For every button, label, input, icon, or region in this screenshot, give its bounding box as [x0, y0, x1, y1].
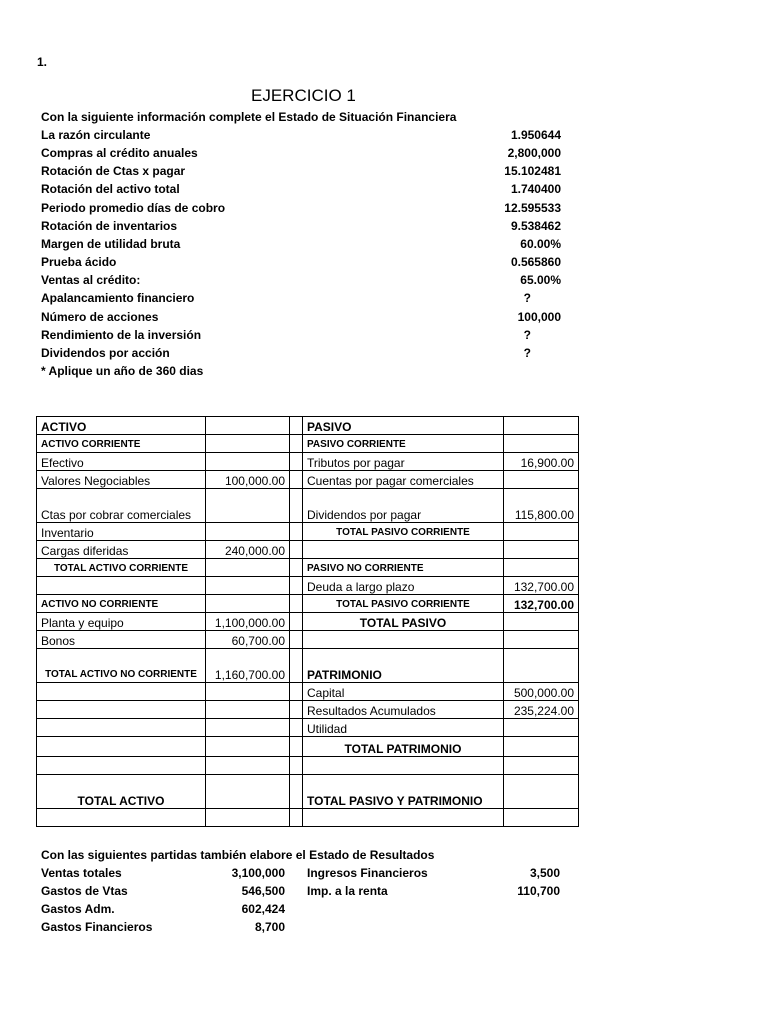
liability-value — [504, 523, 579, 541]
income-label: Ventas totales — [41, 866, 122, 880]
spacer-cell — [290, 683, 303, 701]
table-row — [37, 435, 579, 453]
table-row — [37, 595, 579, 613]
ratio-row — [41, 146, 561, 164]
income-label: Imp. a la renta — [307, 884, 388, 898]
ratio-label: Ventas al crédito: — [41, 273, 141, 287]
income-label: Gastos de Vtas — [41, 884, 128, 898]
income-item — [41, 902, 285, 920]
asset-value — [206, 577, 290, 595]
ratio-value: ? — [523, 291, 531, 305]
ratio-value: 65.00% — [520, 273, 561, 287]
table-row — [37, 453, 579, 471]
ratio-label: Rendimiento de la inversión — [41, 328, 202, 342]
asset-label — [37, 683, 206, 701]
table-row — [37, 417, 579, 435]
asset-value — [206, 701, 290, 719]
ratio-label: Periodo promedio días de cobro — [41, 201, 226, 215]
asset-label: Bonos — [37, 631, 206, 649]
asset-value — [206, 489, 290, 523]
liability-value — [504, 649, 579, 683]
page-title: EJERCICIO 1 — [251, 86, 356, 105]
asset-value — [206, 523, 290, 541]
asset-value — [206, 775, 290, 809]
income-value: 3,100,000 — [231, 866, 285, 880]
table-row — [37, 471, 579, 489]
table-row — [37, 701, 579, 719]
asset-label — [37, 719, 206, 737]
asset-label: ACTIVO CORRIENTE — [37, 435, 206, 453]
income-label: Gastos Adm. — [41, 902, 115, 916]
asset-value: 100,000.00 — [206, 471, 290, 489]
income-value: 546,500 — [241, 884, 285, 898]
table-row — [37, 737, 579, 757]
liability-value — [504, 757, 579, 775]
liability-label: Capital — [303, 683, 504, 701]
page-number: 1. — [37, 55, 48, 69]
spacer-cell — [290, 737, 303, 757]
income-item — [41, 884, 285, 902]
income-item — [41, 866, 285, 884]
liability-label — [303, 541, 504, 559]
income-label: Gastos Financieros — [41, 920, 153, 934]
intro-text: Con la siguiente información complete el Estado de Situación Financiera — [41, 110, 457, 124]
ratio-label: Rotación de Ctas x pagar — [41, 164, 186, 178]
asset-value — [206, 757, 290, 775]
balance-sheet-table — [36, 416, 579, 827]
asset-label — [37, 809, 206, 827]
spacer-cell — [290, 471, 303, 489]
liability-value — [504, 631, 579, 649]
ratio-value: ? — [523, 328, 531, 342]
liability-value — [504, 435, 579, 453]
ratio-row — [41, 201, 561, 219]
table-row — [37, 613, 579, 631]
spacer-cell — [290, 757, 303, 775]
asset-value: 1,100,000.00 — [206, 613, 290, 631]
ratio-label: Compras al crédito anuales — [41, 146, 198, 160]
spacer-cell — [290, 809, 303, 827]
asset-value: 60,700.00 — [206, 631, 290, 649]
liability-label: TOTAL PASIVO CORRIENTE — [303, 523, 504, 541]
ratio-row — [41, 310, 561, 328]
asset-value — [206, 453, 290, 471]
asset-label: ACTIVO — [37, 417, 206, 435]
ratio-label: Rotación del activo total — [41, 182, 180, 196]
ratio-label: Número de acciones — [41, 310, 159, 324]
asset-label — [37, 757, 206, 775]
income-label: Ingresos Financieros — [307, 866, 428, 880]
spacer-cell — [290, 489, 303, 523]
asset-label: Inventario — [37, 523, 206, 541]
ratio-value: ? — [523, 346, 531, 360]
spacer-cell — [290, 577, 303, 595]
liability-label — [303, 757, 504, 775]
ratio-row — [41, 328, 561, 346]
ratio-row — [41, 255, 561, 273]
liability-value: 115,800.00 — [504, 489, 579, 523]
table-row — [37, 775, 579, 809]
ratio-row — [41, 219, 561, 237]
ratio-row — [41, 237, 561, 255]
asset-value — [206, 737, 290, 757]
liability-value — [504, 719, 579, 737]
table-row — [37, 631, 579, 649]
liability-label: TOTAL PASIVO — [303, 613, 504, 631]
spacer-cell — [290, 541, 303, 559]
liability-label: TOTAL PASIVO Y PATRIMONIO — [303, 775, 504, 809]
liability-label: Dividendos por pagar — [303, 489, 504, 523]
ratio-label: Margen de utilidad bruta — [41, 237, 181, 251]
asset-label — [37, 737, 206, 757]
spacer-cell — [290, 523, 303, 541]
ratio-value: 2,800,000 — [507, 146, 561, 160]
spacer-cell — [290, 417, 303, 435]
table-row — [37, 523, 579, 541]
liability-value — [504, 775, 579, 809]
asset-label: TOTAL ACTIVO — [37, 775, 206, 809]
income-item — [41, 920, 285, 938]
ratio-row — [41, 128, 561, 146]
liability-value: 16,900.00 — [504, 453, 579, 471]
income-item — [307, 866, 560, 884]
liability-label: Resultados Acumulados — [303, 701, 504, 719]
ratio-row — [41, 164, 561, 182]
income-item — [307, 884, 560, 902]
liability-label: PATRIMONIO — [303, 649, 504, 683]
liability-value — [504, 417, 579, 435]
liability-label: PASIVO — [303, 417, 504, 435]
asset-value — [206, 719, 290, 737]
spacer-cell — [290, 631, 303, 649]
spacer-cell — [290, 559, 303, 577]
asset-label: Ctas por cobrar comerciales — [37, 489, 206, 523]
spacer-cell — [290, 435, 303, 453]
ratio-value: 60.00% — [520, 237, 561, 251]
income-value: 8,700 — [254, 920, 285, 934]
asset-value: 1,160,700.00 — [206, 649, 290, 683]
income-value: 110,700 — [517, 884, 560, 898]
ratio-row — [41, 346, 561, 364]
ratio-label: La razón circulante — [41, 128, 151, 142]
ratio-value: 100,000 — [517, 310, 561, 324]
ratio-value: 0.565860 — [510, 255, 561, 269]
liability-value — [504, 737, 579, 757]
liability-value — [504, 471, 579, 489]
asset-label: ACTIVO NO CORRIENTE — [37, 595, 206, 613]
liability-label: TOTAL PATRIMONIO — [303, 737, 504, 757]
asset-label — [37, 577, 206, 595]
income-value: 3,500 — [529, 866, 560, 880]
ratio-value: 9.538462 — [510, 219, 561, 233]
spacer-cell — [290, 775, 303, 809]
spacer-cell — [290, 453, 303, 471]
liability-value — [504, 809, 579, 827]
income-statement-title: Con las siguientes partidas también elabore el Estado de Resultados — [41, 848, 435, 862]
asset-value: 240,000.00 — [206, 541, 290, 559]
ratio-value: 15.102481 — [504, 164, 561, 178]
table-row — [37, 649, 579, 683]
table-row — [37, 719, 579, 737]
asset-label: TOTAL ACTIVO CORRIENTE — [37, 559, 206, 577]
ratio-value: 1.740400 — [510, 182, 561, 196]
ratio-label: Prueba ácido — [41, 255, 117, 269]
liability-value — [504, 541, 579, 559]
asset-value — [206, 435, 290, 453]
asset-label: Efectivo — [37, 453, 206, 471]
asset-value — [206, 683, 290, 701]
ratio-row — [41, 273, 561, 291]
liability-label: TOTAL PASIVO CORRIENTE — [303, 595, 504, 613]
ratio-value: 1.950644 — [510, 128, 561, 142]
ratio-label: Rotación de inventarios — [41, 219, 178, 233]
asset-label: Valores Negociables — [37, 471, 206, 489]
table-row — [37, 541, 579, 559]
liability-value: 500,000.00 — [504, 683, 579, 701]
liability-label: Utilidad — [303, 719, 504, 737]
ratio-label: Dividendos por acción — [41, 346, 170, 360]
liability-value: 235,224.00 — [504, 701, 579, 719]
asset-value — [206, 417, 290, 435]
asset-label — [37, 701, 206, 719]
spacer-cell — [290, 613, 303, 631]
liability-label: Deuda a largo plazo — [303, 577, 504, 595]
asset-label: TOTAL ACTIVO NO CORRIENTE — [37, 649, 206, 683]
liability-value — [504, 559, 579, 577]
table-row — [37, 577, 579, 595]
asset-label: Cargas diferidas — [37, 541, 206, 559]
liability-value: 132,700.00 — [504, 595, 579, 613]
spacer-cell — [290, 649, 303, 683]
income-value: 602,424 — [241, 902, 285, 916]
table-row — [37, 757, 579, 775]
liability-value: 132,700.00 — [504, 577, 579, 595]
liability-label: Tributos por pagar — [303, 453, 504, 471]
spacer-cell — [290, 719, 303, 737]
table-row — [37, 809, 579, 827]
table-row — [37, 683, 579, 701]
asset-value — [206, 595, 290, 613]
liability-label: Cuentas por pagar comerciales — [303, 471, 504, 489]
asset-label: Planta y equipo — [37, 613, 206, 631]
table-row — [37, 489, 579, 523]
ratio-label: Apalancamiento financiero — [41, 291, 195, 305]
liability-label — [303, 631, 504, 649]
note-text: * Aplique un año de 360 dias — [41, 364, 204, 378]
liability-value — [504, 613, 579, 631]
asset-value — [206, 809, 290, 827]
ratio-row — [41, 182, 561, 200]
liability-label: PASIVO CORRIENTE — [303, 435, 504, 453]
ratio-value: 12.595533 — [504, 201, 561, 215]
asset-value — [206, 559, 290, 577]
spacer-cell — [290, 701, 303, 719]
liability-label: PASIVO NO CORRIENTE — [303, 559, 504, 577]
liability-label — [303, 809, 504, 827]
spacer-cell — [290, 595, 303, 613]
ratio-row — [41, 291, 561, 309]
table-row — [37, 559, 579, 577]
